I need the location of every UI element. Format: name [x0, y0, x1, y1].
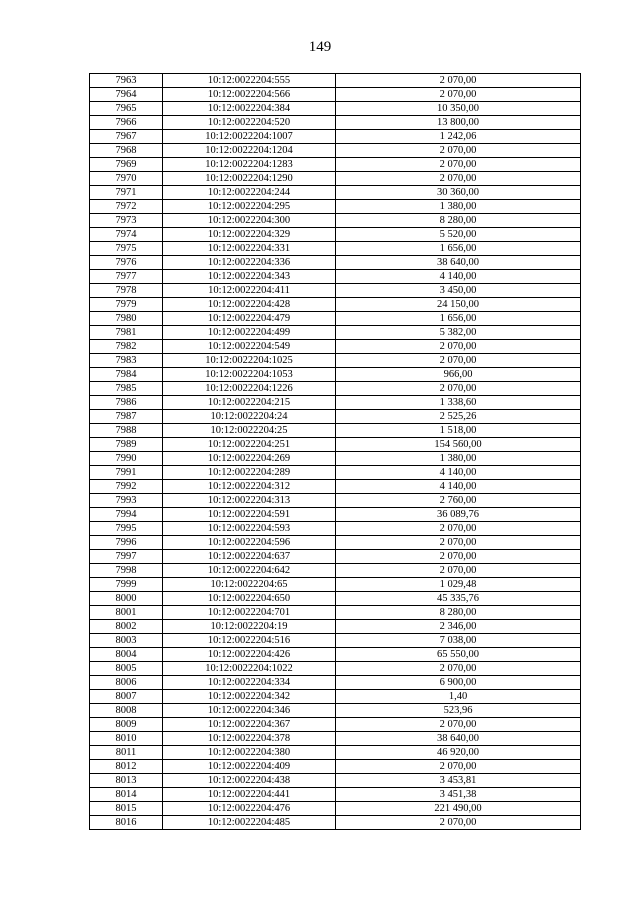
value-cell: 2 070,00	[336, 816, 581, 830]
value-cell: 2 070,00	[336, 88, 581, 102]
cadastral-number-cell: 10:12:0022204:555	[163, 74, 336, 88]
value-cell: 2 070,00	[336, 550, 581, 564]
table-row	[90, 88, 581, 102]
value-cell: 24 150,00	[336, 298, 581, 312]
row-number-cell: 7971	[90, 186, 163, 200]
cadastral-number-cell: 10:12:0022204:642	[163, 564, 336, 578]
row-number-cell: 7974	[90, 228, 163, 242]
table-row	[90, 746, 581, 760]
row-number-cell: 7990	[90, 452, 163, 466]
value-cell: 10 350,00	[336, 102, 581, 116]
cadastral-number-cell: 10:12:0022204:334	[163, 676, 336, 690]
cadastral-number-cell: 10:12:0022204:384	[163, 102, 336, 116]
table-row	[90, 732, 581, 746]
row-number-cell: 8004	[90, 648, 163, 662]
row-number-cell: 7992	[90, 480, 163, 494]
value-cell: 2 346,00	[336, 620, 581, 634]
row-number-cell: 8016	[90, 816, 163, 830]
cadastral-number-cell: 10:12:0022204:329	[163, 228, 336, 242]
cadastral-number-cell: 10:12:0022204:637	[163, 550, 336, 564]
cadastral-number-cell: 10:12:0022204:566	[163, 88, 336, 102]
cadastral-number-cell: 10:12:0022204:65	[163, 578, 336, 592]
row-number-cell: 7993	[90, 494, 163, 508]
row-number-cell: 7969	[90, 158, 163, 172]
cadastral-number-cell: 10:12:0022204:1025	[163, 354, 336, 368]
value-cell: 2 760,00	[336, 494, 581, 508]
cadastral-number-cell: 10:12:0022204:25	[163, 424, 336, 438]
cadastral-number-cell: 10:12:0022204:549	[163, 340, 336, 354]
row-number-cell: 7994	[90, 508, 163, 522]
cadastral-number-cell: 10:12:0022204:24	[163, 410, 336, 424]
value-cell: 2 070,00	[336, 144, 581, 158]
row-number-cell: 7978	[90, 284, 163, 298]
value-cell: 3 451,38	[336, 788, 581, 802]
cadastral-number-cell: 10:12:0022204:251	[163, 438, 336, 452]
table-row	[90, 606, 581, 620]
table-row	[90, 494, 581, 508]
value-cell: 1 242,06	[336, 130, 581, 144]
table-row	[90, 354, 581, 368]
table-row	[90, 186, 581, 200]
cadastral-number-cell: 10:12:0022204:1007	[163, 130, 336, 144]
table-row	[90, 298, 581, 312]
table-row	[90, 284, 581, 298]
row-number-cell: 7997	[90, 550, 163, 564]
value-cell: 36 089,76	[336, 508, 581, 522]
table-row	[90, 396, 581, 410]
cadastral-number-cell: 10:12:0022204:1226	[163, 382, 336, 396]
table-row	[90, 340, 581, 354]
cadastral-number-cell: 10:12:0022204:499	[163, 326, 336, 340]
cadastral-number-cell: 10:12:0022204:312	[163, 480, 336, 494]
cadastral-number-cell: 10:12:0022204:313	[163, 494, 336, 508]
value-cell: 2 070,00	[336, 760, 581, 774]
value-cell: 1 380,00	[336, 452, 581, 466]
value-cell: 1 029,48	[336, 578, 581, 592]
value-cell: 2 070,00	[336, 340, 581, 354]
row-number-cell: 8009	[90, 718, 163, 732]
row-number-cell: 7979	[90, 298, 163, 312]
row-number-cell: 7968	[90, 144, 163, 158]
value-cell: 4 140,00	[336, 270, 581, 284]
value-cell: 13 800,00	[336, 116, 581, 130]
table-row	[90, 242, 581, 256]
row-number-cell: 7975	[90, 242, 163, 256]
table-row	[90, 270, 581, 284]
cadastral-number-cell: 10:12:0022204:342	[163, 690, 336, 704]
value-cell: 3 453,81	[336, 774, 581, 788]
row-number-cell: 7988	[90, 424, 163, 438]
table-row	[90, 634, 581, 648]
row-number-cell: 8000	[90, 592, 163, 606]
table-row	[90, 760, 581, 774]
row-number-cell: 7999	[90, 578, 163, 592]
cadastral-number-cell: 10:12:0022204:343	[163, 270, 336, 284]
table-row	[90, 158, 581, 172]
row-number-cell: 8007	[90, 690, 163, 704]
value-cell: 2 070,00	[336, 382, 581, 396]
cadastral-number-cell: 10:12:0022204:367	[163, 718, 336, 732]
table-row	[90, 326, 581, 340]
value-cell: 523,96	[336, 704, 581, 718]
value-cell: 8 280,00	[336, 606, 581, 620]
table-row	[90, 200, 581, 214]
cadastral-number-cell: 10:12:0022204:593	[163, 522, 336, 536]
cadastral-number-cell: 10:12:0022204:19	[163, 620, 336, 634]
row-number-cell: 8014	[90, 788, 163, 802]
page-number: 149	[308, 39, 332, 55]
row-number-cell: 7982	[90, 340, 163, 354]
row-number-cell: 7986	[90, 396, 163, 410]
row-number-cell: 7967	[90, 130, 163, 144]
table-row	[90, 620, 581, 634]
value-cell: 3 450,00	[336, 284, 581, 298]
row-number-cell: 7983	[90, 354, 163, 368]
row-number-cell: 7966	[90, 116, 163, 130]
table-row	[90, 144, 581, 158]
value-cell: 2 070,00	[336, 564, 581, 578]
value-cell: 2 070,00	[336, 74, 581, 88]
table-row	[90, 116, 581, 130]
row-number-cell: 7989	[90, 438, 163, 452]
cadastral-number-cell: 10:12:0022204:596	[163, 536, 336, 550]
cadastral-number-cell: 10:12:0022204:1022	[163, 662, 336, 676]
value-cell: 7 038,00	[336, 634, 581, 648]
registry-table-body	[90, 74, 581, 830]
row-number-cell: 7976	[90, 256, 163, 270]
table-row	[90, 410, 581, 424]
cadastral-number-cell: 10:12:0022204:1283	[163, 158, 336, 172]
table-row	[90, 550, 581, 564]
cadastral-number-cell: 10:12:0022204:331	[163, 242, 336, 256]
row-number-cell: 7998	[90, 564, 163, 578]
table-row	[90, 788, 581, 802]
row-number-cell: 8003	[90, 634, 163, 648]
table-row	[90, 774, 581, 788]
row-number-cell: 7963	[90, 74, 163, 88]
table-row	[90, 102, 581, 116]
cadastral-number-cell: 10:12:0022204:215	[163, 396, 336, 410]
cadastral-number-cell: 10:12:0022204:701	[163, 606, 336, 620]
value-cell: 38 640,00	[336, 732, 581, 746]
value-cell: 38 640,00	[336, 256, 581, 270]
cadastral-number-cell: 10:12:0022204:1204	[163, 144, 336, 158]
value-cell: 966,00	[336, 368, 581, 382]
table-row	[90, 172, 581, 186]
cadastral-number-cell: 10:12:0022204:485	[163, 816, 336, 830]
value-cell: 154 560,00	[336, 438, 581, 452]
table-row	[90, 368, 581, 382]
table-row	[90, 256, 581, 270]
value-cell: 2 070,00	[336, 158, 581, 172]
cadastral-number-cell: 10:12:0022204:650	[163, 592, 336, 606]
table-row	[90, 690, 581, 704]
table-row	[90, 74, 581, 88]
cadastral-number-cell: 10:12:0022204:409	[163, 760, 336, 774]
table-row	[90, 718, 581, 732]
value-cell: 1 380,00	[336, 200, 581, 214]
row-number-cell: 8001	[90, 606, 163, 620]
table-row	[90, 676, 581, 690]
value-cell: 2 070,00	[336, 718, 581, 732]
table-row	[90, 662, 581, 676]
cadastral-number-cell: 10:12:0022204:516	[163, 634, 336, 648]
value-cell: 2 070,00	[336, 522, 581, 536]
cadastral-number-cell: 10:12:0022204:441	[163, 788, 336, 802]
value-cell: 45 335,76	[336, 592, 581, 606]
row-number-cell: 8006	[90, 676, 163, 690]
table-row	[90, 578, 581, 592]
value-cell: 2 070,00	[336, 354, 581, 368]
value-cell: 4 140,00	[336, 480, 581, 494]
table-row	[90, 130, 581, 144]
cadastral-number-cell: 10:12:0022204:438	[163, 774, 336, 788]
table-row	[90, 382, 581, 396]
row-number-cell: 7984	[90, 368, 163, 382]
cadastral-number-cell: 10:12:0022204:411	[163, 284, 336, 298]
cadastral-number-cell: 10:12:0022204:428	[163, 298, 336, 312]
cadastral-number-cell: 10:12:0022204:1290	[163, 172, 336, 186]
row-number-cell: 8011	[90, 746, 163, 760]
table-row	[90, 424, 581, 438]
cadastral-number-cell: 10:12:0022204:1053	[163, 368, 336, 382]
row-number-cell: 8010	[90, 732, 163, 746]
value-cell: 46 920,00	[336, 746, 581, 760]
cadastral-number-cell: 10:12:0022204:378	[163, 732, 336, 746]
table-row	[90, 802, 581, 816]
table-row	[90, 466, 581, 480]
row-number-cell: 7991	[90, 466, 163, 480]
cadastral-number-cell: 10:12:0022204:244	[163, 186, 336, 200]
row-number-cell: 7964	[90, 88, 163, 102]
value-cell: 1 338,60	[336, 396, 581, 410]
row-number-cell: 8015	[90, 802, 163, 816]
row-number-cell: 7981	[90, 326, 163, 340]
row-number-cell: 7980	[90, 312, 163, 326]
row-number-cell: 7996	[90, 536, 163, 550]
value-cell: 2 070,00	[336, 172, 581, 186]
row-number-cell: 7985	[90, 382, 163, 396]
value-cell: 5 382,00	[336, 326, 581, 340]
row-number-cell: 8013	[90, 774, 163, 788]
row-number-cell: 7972	[90, 200, 163, 214]
value-cell: 5 520,00	[336, 228, 581, 242]
cadastral-number-cell: 10:12:0022204:426	[163, 648, 336, 662]
value-cell: 30 360,00	[336, 186, 581, 200]
table-row	[90, 648, 581, 662]
table-row	[90, 214, 581, 228]
cadastral-number-cell: 10:12:0022204:300	[163, 214, 336, 228]
table-row	[90, 438, 581, 452]
cadastral-number-cell: 10:12:0022204:346	[163, 704, 336, 718]
cadastral-number-cell: 10:12:0022204:269	[163, 452, 336, 466]
table-row	[90, 480, 581, 494]
cadastral-number-cell: 10:12:0022204:479	[163, 312, 336, 326]
table-row	[90, 508, 581, 522]
cadastral-number-cell: 10:12:0022204:295	[163, 200, 336, 214]
table-row	[90, 704, 581, 718]
cadastral-number-cell: 10:12:0022204:520	[163, 116, 336, 130]
row-number-cell: 8002	[90, 620, 163, 634]
cadastral-number-cell: 10:12:0022204:380	[163, 746, 336, 760]
cadastral-number-cell: 10:12:0022204:289	[163, 466, 336, 480]
row-number-cell: 7977	[90, 270, 163, 284]
row-number-cell: 7973	[90, 214, 163, 228]
value-cell: 2 525,26	[336, 410, 581, 424]
row-number-cell: 8012	[90, 760, 163, 774]
table-row	[90, 522, 581, 536]
registry-table	[89, 73, 581, 830]
value-cell: 1 518,00	[336, 424, 581, 438]
value-cell: 1 656,00	[336, 242, 581, 256]
row-number-cell: 8008	[90, 704, 163, 718]
value-cell: 1 656,00	[336, 312, 581, 326]
row-number-cell: 7987	[90, 410, 163, 424]
value-cell: 8 280,00	[336, 214, 581, 228]
row-number-cell: 7970	[90, 172, 163, 186]
table-row	[90, 816, 581, 830]
row-number-cell: 7965	[90, 102, 163, 116]
value-cell: 2 070,00	[336, 536, 581, 550]
table-row	[90, 452, 581, 466]
value-cell: 1,40	[336, 690, 581, 704]
value-cell: 6 900,00	[336, 676, 581, 690]
value-cell: 2 070,00	[336, 662, 581, 676]
cadastral-number-cell: 10:12:0022204:336	[163, 256, 336, 270]
value-cell: 65 550,00	[336, 648, 581, 662]
table-row	[90, 312, 581, 326]
row-number-cell: 7995	[90, 522, 163, 536]
value-cell: 4 140,00	[336, 466, 581, 480]
table-row	[90, 564, 581, 578]
row-number-cell: 8005	[90, 662, 163, 676]
table-row	[90, 228, 581, 242]
table-row	[90, 592, 581, 606]
cadastral-number-cell: 10:12:0022204:476	[163, 802, 336, 816]
value-cell: 221 490,00	[336, 802, 581, 816]
cadastral-number-cell: 10:12:0022204:591	[163, 508, 336, 522]
table-row	[90, 536, 581, 550]
